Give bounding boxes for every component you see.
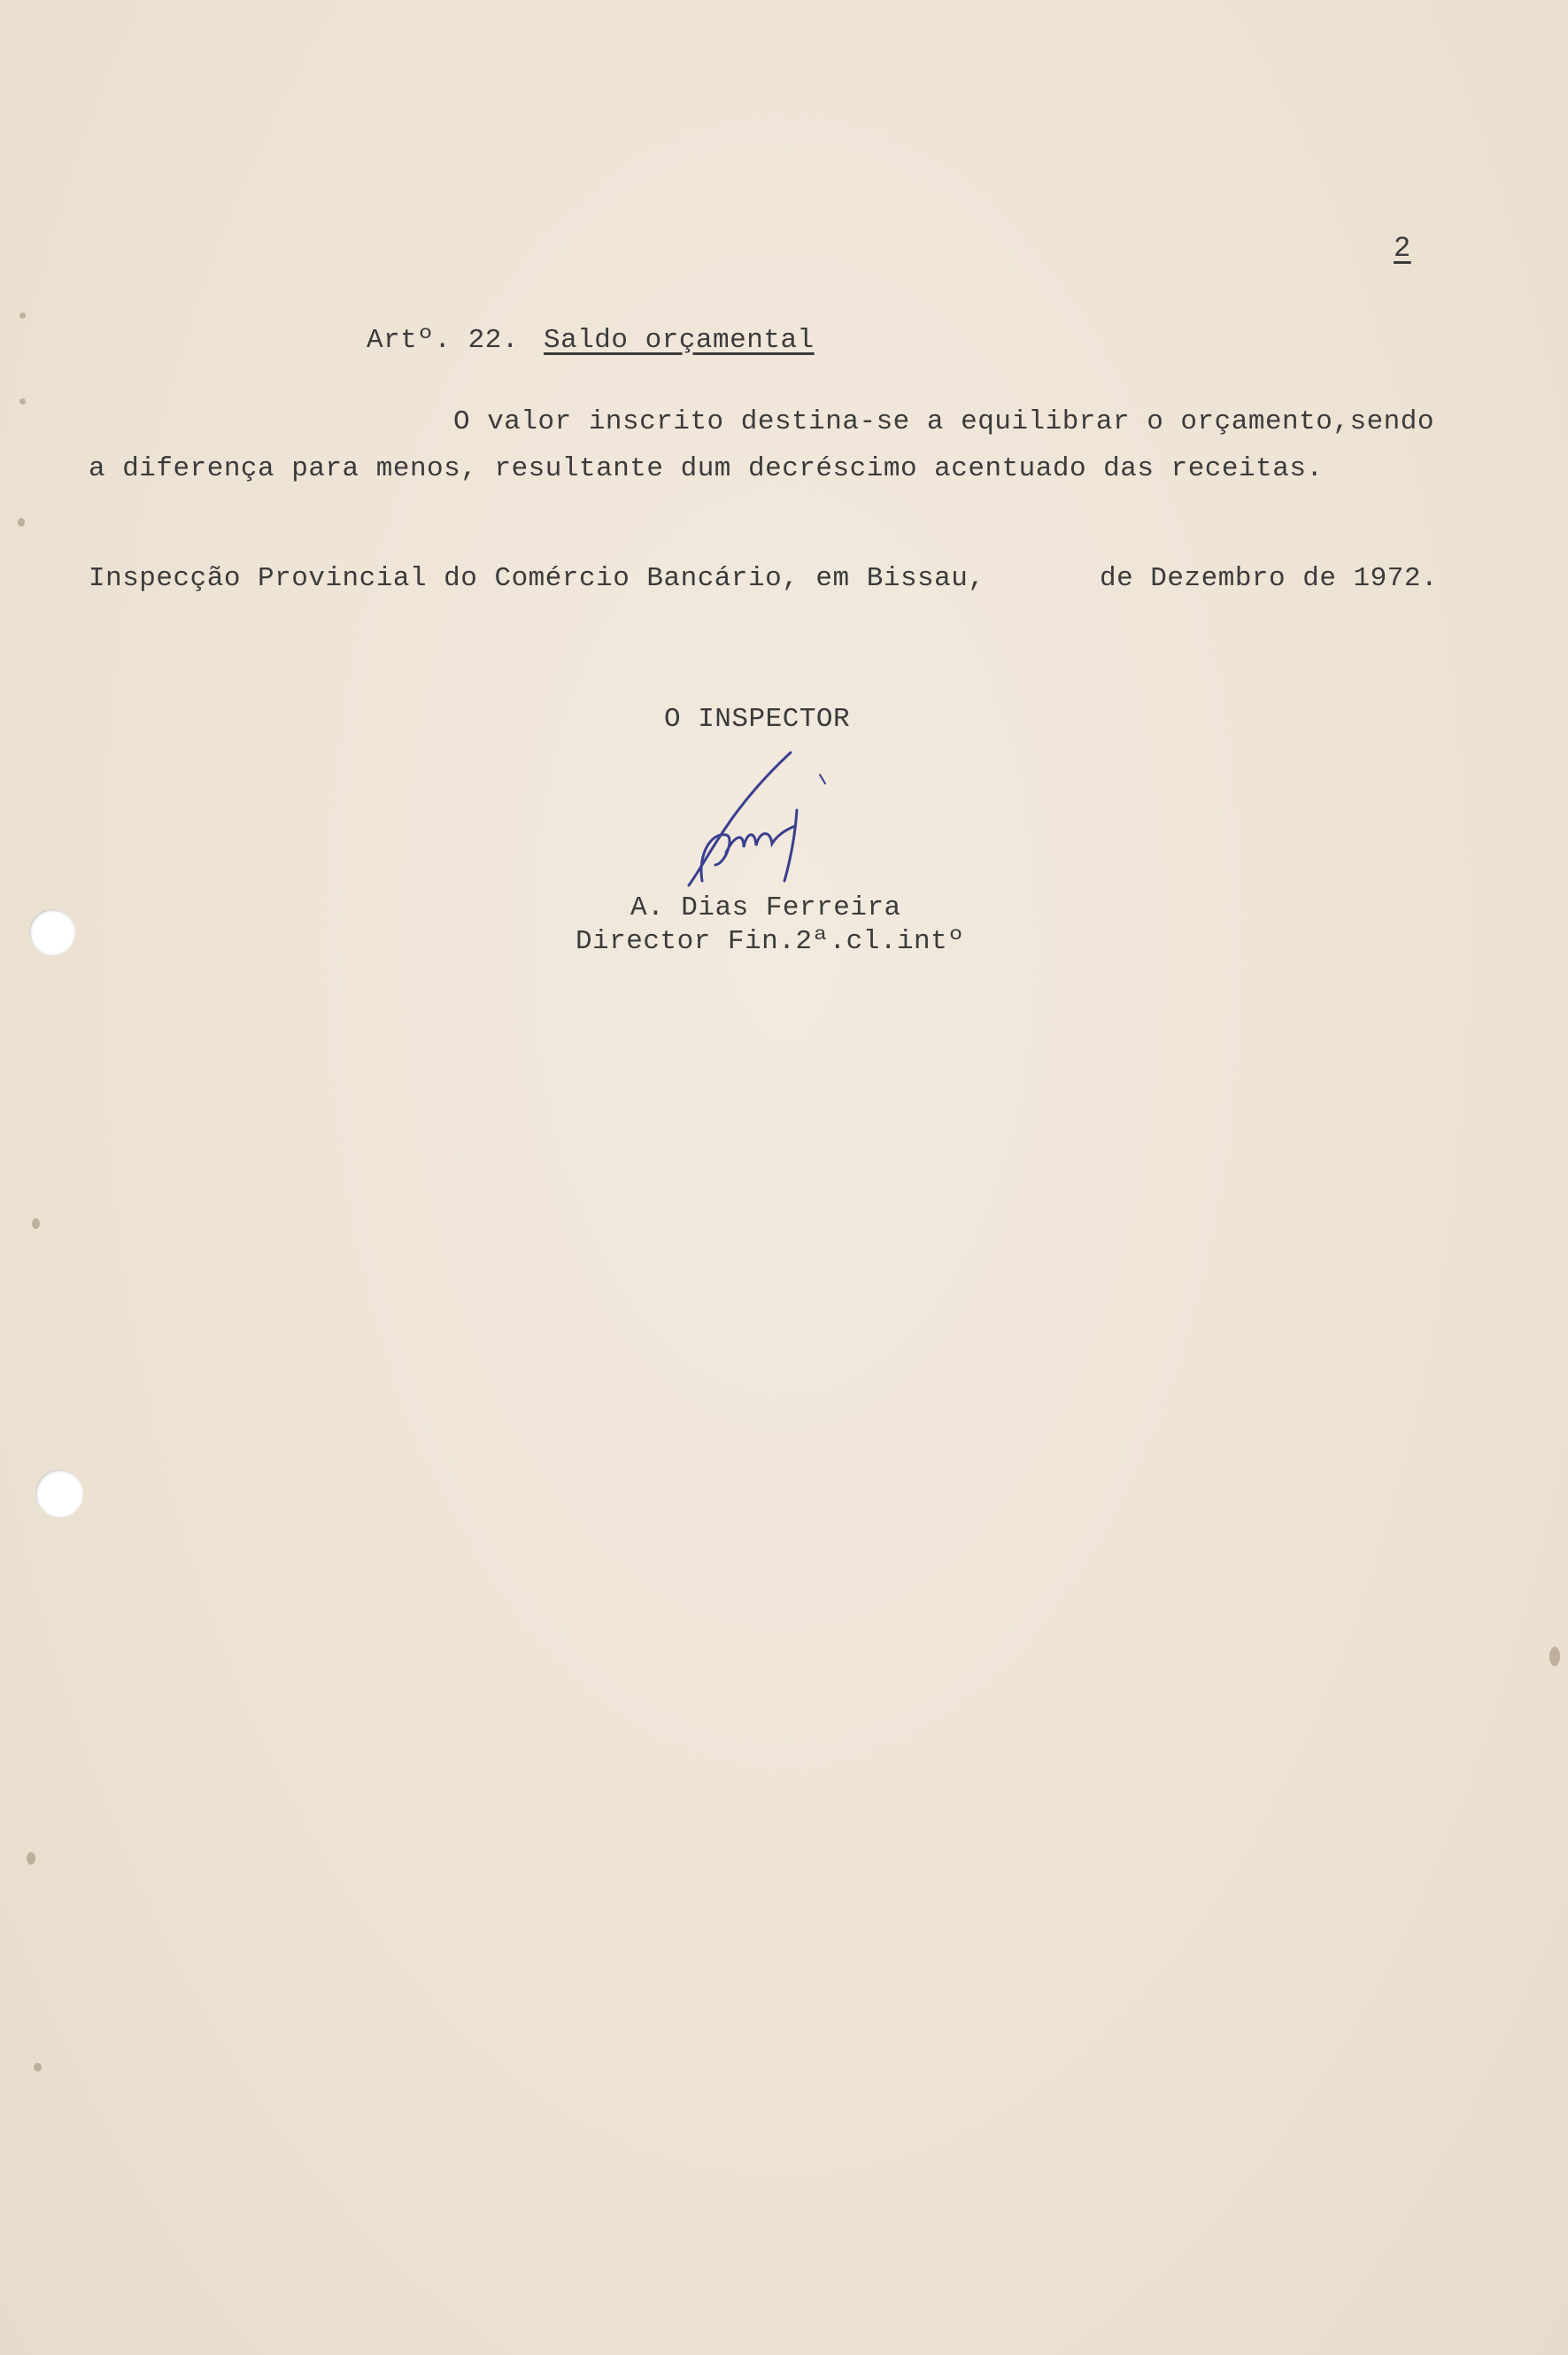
punch-hole <box>29 909 75 955</box>
article-title: Saldo orçamental <box>544 325 815 356</box>
signature-title: O INSPECTOR <box>664 704 851 735</box>
paper-speck <box>27 1852 35 1865</box>
article-label: Artº. 22. <box>367 325 519 356</box>
punch-hole <box>35 1470 83 1517</box>
signer-role: Director Fin.2ª.cl.intº <box>575 926 965 957</box>
paper-speck <box>1549 1647 1560 1666</box>
paragraph-line-1: O valor inscrito destina-se a equilibrar o orçamento,sendo <box>453 406 1434 437</box>
paper-speck <box>34 2063 42 2072</box>
paper-speck <box>19 398 26 405</box>
handwritten-signature <box>662 748 839 903</box>
page-number: 2 <box>1394 232 1411 265</box>
paper-speck <box>19 313 26 319</box>
place-line: Inspecção Provincial do Comércio Bancário, em Bissau, <box>89 563 985 594</box>
paragraph-line-2: a diferença para menos, resultante dum decréscimo acentuado das receitas. <box>89 453 1324 484</box>
paper-speck <box>18 518 25 527</box>
date-line: de Dezembro de 1972. <box>1100 563 1439 594</box>
signer-name: A. Dias Ferreira <box>630 892 901 923</box>
paper-speck <box>32 1218 40 1229</box>
